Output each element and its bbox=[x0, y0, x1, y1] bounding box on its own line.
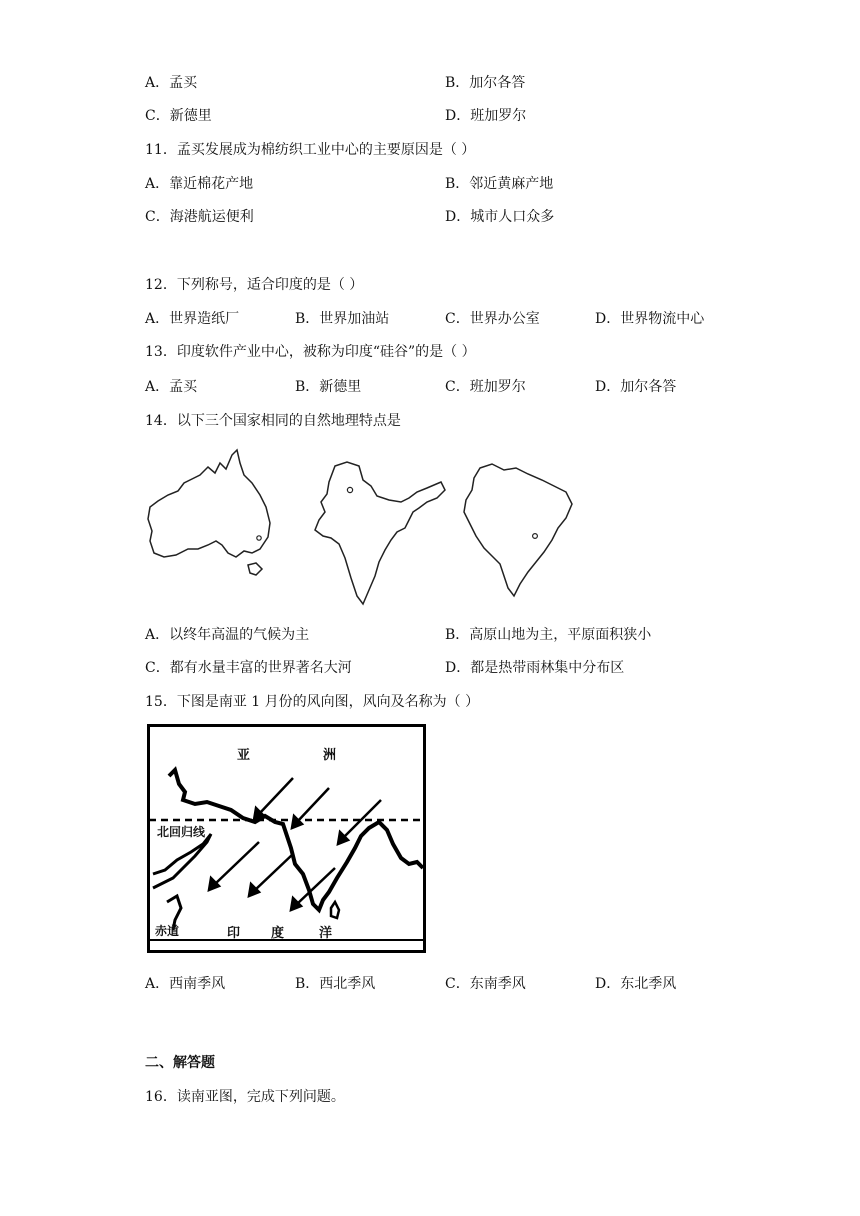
q15-option-c: C．东南季风 bbox=[445, 976, 526, 992]
q15-option-b: B．西北季风 bbox=[295, 976, 376, 992]
q10-option-d: D．班加罗尔 bbox=[445, 108, 527, 124]
q12-stem: 12．下列称号，适合印度的是（ ） bbox=[145, 277, 364, 293]
map-label-yin: 印 bbox=[227, 926, 241, 941]
map-label-zhou: 洲 bbox=[323, 748, 337, 763]
q11-option-b: B．邻近黄麻产地 bbox=[445, 176, 554, 192]
q10-option-b: B．加尔各答 bbox=[445, 75, 526, 91]
map-label-yang: 洋 bbox=[319, 926, 333, 941]
map-label-tropic: 北回归线 bbox=[157, 825, 206, 839]
q13-stem: 13．印度软件产业中心，被称为印度“硅谷”的是（ ） bbox=[145, 344, 476, 360]
q12-option-c: C．世界办公室 bbox=[445, 311, 540, 327]
q10-option-c: C．新德里 bbox=[145, 108, 212, 124]
q13-option-b: B．新德里 bbox=[295, 379, 362, 395]
map-label-ya: 亚 bbox=[237, 748, 251, 763]
q15-option-a: A．西南季风 bbox=[145, 976, 226, 992]
q14-option-d: D．都是热带雨林集中分布区 bbox=[445, 660, 625, 676]
q11-stem: 11．孟买发展成为棉纺织工业中心的主要原因是（ ） bbox=[145, 142, 476, 158]
q12-option-d: D．世界物流中心 bbox=[595, 311, 705, 327]
map-label-du: 度 bbox=[271, 926, 285, 941]
q16-stem: 16．读南亚图，完成下列问题。 bbox=[145, 1089, 345, 1105]
q12-option-b: B．世界加油站 bbox=[295, 311, 390, 327]
brazil-outline-figure bbox=[458, 460, 580, 602]
q14-option-c: C．都有水量丰富的世界著名大河 bbox=[145, 660, 352, 676]
map-label-equator: 赤道 bbox=[155, 924, 180, 938]
south-asia-wind-map bbox=[147, 724, 426, 953]
q13-option-a: A．孟买 bbox=[145, 379, 198, 395]
q15-option-d: D．东北季风 bbox=[595, 976, 677, 992]
q11-option-a: A．靠近棉花产地 bbox=[145, 176, 254, 192]
q11-option-d: D．城市人口众多 bbox=[445, 209, 555, 225]
q12-option-a: A．世界造纸厂 bbox=[145, 311, 240, 327]
q13-option-c: C．班加罗尔 bbox=[445, 379, 526, 395]
q14-option-a: A．以终年高温的气候为主 bbox=[145, 627, 310, 643]
q10-option-a: A．孟买 bbox=[145, 75, 198, 91]
india-outline-figure bbox=[305, 458, 455, 610]
q14-stem: 14．以下三个国家相同的自然地理特点是 bbox=[145, 413, 401, 429]
q11-option-c: C．海港航运便利 bbox=[145, 209, 254, 225]
q15-stem: 15．下图是南亚 1 月份的风向图，风向及名称为（ ） bbox=[145, 694, 480, 710]
q13-option-d: D．加尔各答 bbox=[595, 379, 677, 395]
australia-outline-figure bbox=[140, 445, 290, 585]
section-heading: 二、解答题 bbox=[145, 1055, 215, 1071]
q14-option-b: B．高原山地为主，平原面积狭小 bbox=[445, 627, 652, 643]
